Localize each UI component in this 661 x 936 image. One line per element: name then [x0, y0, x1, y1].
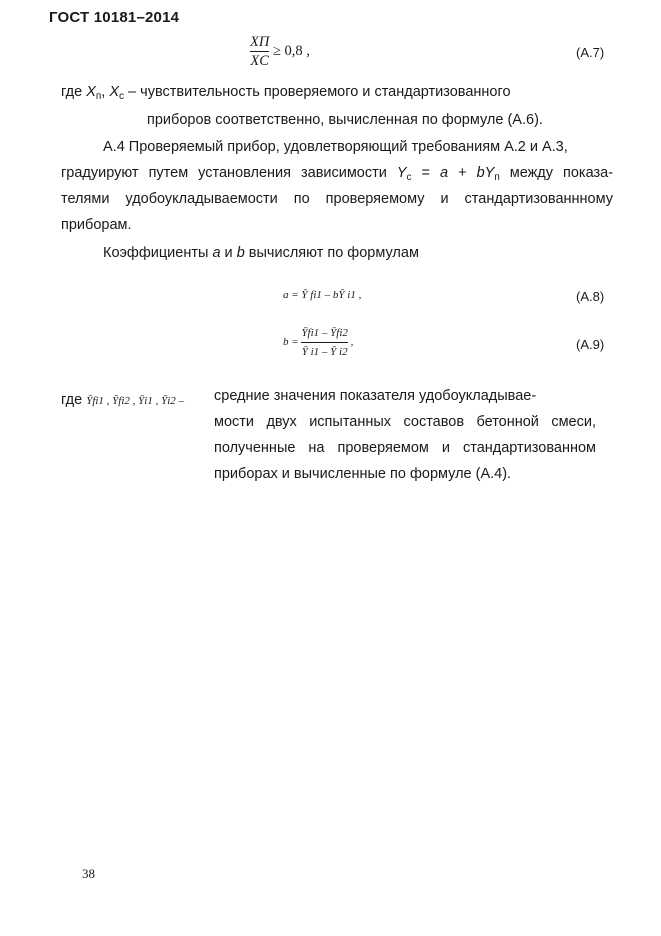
where-a9-label [61, 392, 184, 408]
equation-a9 [283, 325, 353, 360]
where-a7-line1 [61, 84, 511, 102]
var-by: bY [476, 165, 495, 181]
where-a9-line2: мости двух испытанных составов бетонной смеси, [214, 414, 596, 430]
sub-s: с [406, 172, 412, 183]
equation-number-a8: (А.8) [576, 289, 605, 304]
sep: , [101, 84, 110, 100]
text: и [220, 245, 237, 261]
where-word: где [61, 84, 87, 100]
where-a9-line3: полученные на проверяемом и стандартизованном [214, 440, 596, 456]
where-a7-line2: приборов соответственно, вычисленная по формуле (А.6). [147, 112, 543, 128]
where-desc: – чувствительность проверяемого и стандартизованного [124, 84, 511, 100]
where-a9-line4: приборах и вычисленные по формуле (А.4). [214, 466, 512, 482]
text: градуируют путем установления зависимости [61, 165, 397, 181]
equation-rhs: ≥ 0,8 , [272, 42, 310, 59]
fraction-a9 [301, 325, 347, 360]
equation-a7 [250, 34, 310, 69]
para-a4-line1: А.4 Проверяемый прибор, удовлетворяющий требованиям А.2 и А.3, [103, 139, 568, 155]
fraction-numerator: Ȳfi1 – Ȳfi2 [301, 327, 348, 339]
fraction-denominator: Ȳ i1 – Ȳ i2 [301, 346, 348, 358]
text: = [411, 165, 441, 181]
fraction-denominator: XС [250, 53, 269, 69]
fraction-bar [301, 342, 347, 343]
fraction-bar [250, 51, 269, 52]
var-x: X [109, 84, 120, 100]
fraction-a7 [250, 34, 269, 69]
text: Коэффициенты [103, 245, 213, 261]
fraction-numerator: XП [250, 34, 270, 50]
text: между показа- [499, 165, 614, 181]
var-y: Y [396, 165, 407, 181]
equation-number-a7: (А.7) [576, 45, 605, 60]
where-variables: Ȳfi1 , Ȳfi2 , Ȳi1 , Ȳi2 – [86, 395, 185, 407]
para-a4-line4: приборам. [61, 217, 132, 233]
var-a: a [212, 245, 221, 261]
text: вычисляют по формулам [244, 245, 419, 261]
equation-number-a9: (А.9) [576, 337, 605, 352]
where-word: где [61, 392, 87, 408]
text: + [448, 165, 477, 181]
var-b: b [236, 245, 245, 261]
where-a9-line1: средние значения показателя удобоукладывае- [214, 388, 537, 404]
equation-lhs: b = [283, 336, 302, 349]
equation-a8: a = Ȳ fi1 – bȲ i1 , [283, 289, 362, 301]
var-x: X [86, 84, 96, 100]
equation-tail: , [347, 336, 354, 349]
coeff-sentence [103, 240, 419, 266]
var-a: a [440, 165, 449, 181]
sub-p: п [95, 91, 102, 102]
sub-p: п [494, 172, 500, 183]
sub-s: с [119, 91, 125, 102]
page-number: 38 [82, 866, 95, 881]
document-header: ГОСТ 10181–2014 [49, 9, 180, 26]
para-a4-line3: телями удобоукладываемости по проверяемому и стандартизованнному [61, 191, 613, 207]
